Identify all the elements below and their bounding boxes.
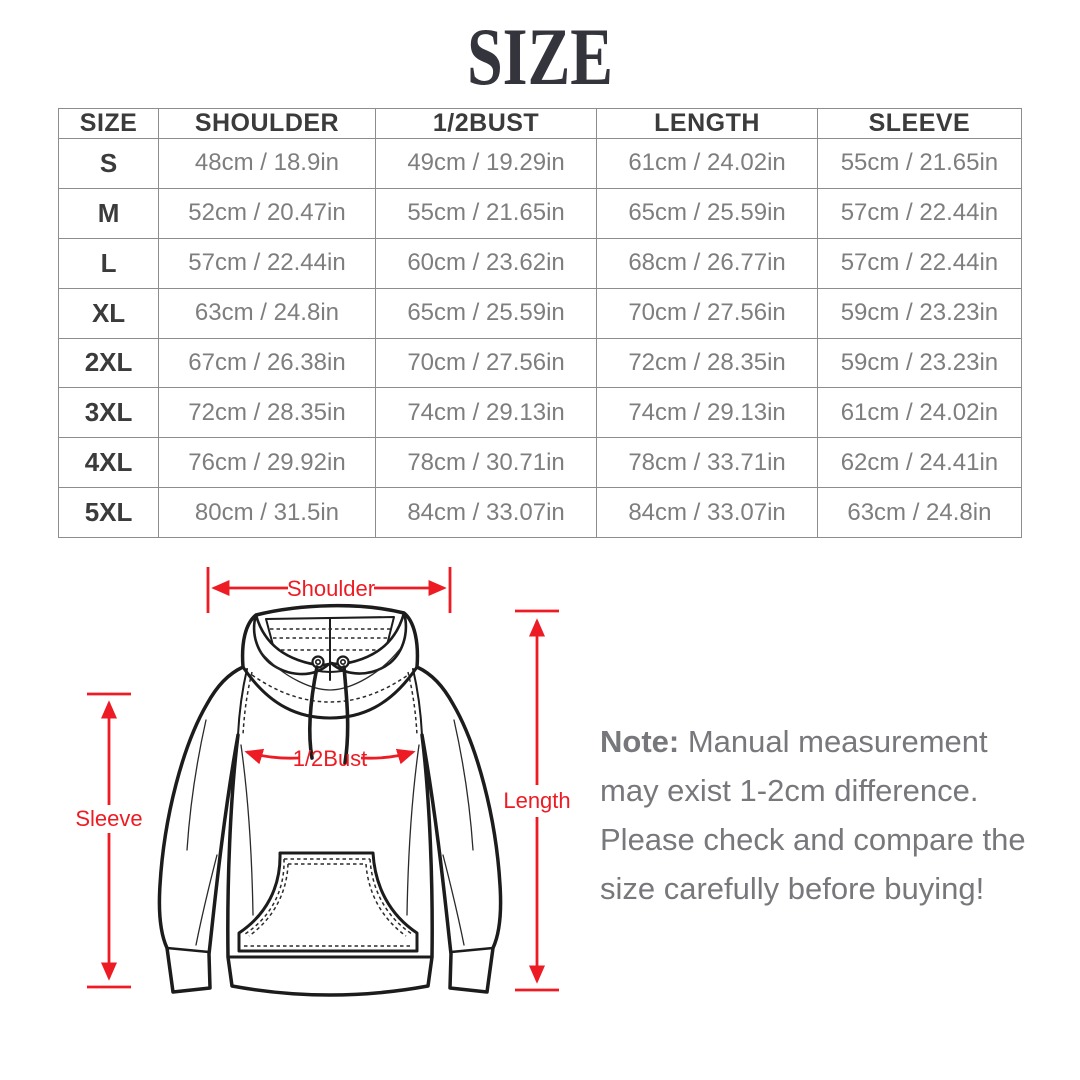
half_bust-cell: 84cm / 33.07in [375,488,596,538]
sleeve-cell: 57cm / 22.44in [817,238,1021,288]
note-prefix: Note: [600,724,680,759]
shoulder-label: Shoulder [286,576,376,601]
shoulder-cell: 63cm / 24.8in [159,288,376,338]
table-row [59,338,1022,388]
length-cell: 65cm / 25.59in [597,188,818,238]
page-title: SIZE [467,11,613,102]
table-row [59,438,1022,488]
size-cell: 4XL [59,438,159,488]
length-cell: 84cm / 33.07in [597,488,818,538]
table-row [59,188,1022,238]
half_bust-cell: 60cm / 23.62in [375,238,596,288]
length-cell: 68cm / 26.77in [597,238,818,288]
size-cell: L [59,238,159,288]
length-label: Length [503,788,571,813]
table-row [59,238,1022,288]
note-text: Manual measurement may exist 1-2cm difference. Please check and compare the size carefully before buying! [600,724,1026,906]
size-cell: XL [59,288,159,338]
size-table-body [59,139,1022,538]
shoulder-cell: 76cm / 29.92in [159,438,376,488]
column-header: 1/2BUST [375,109,596,139]
sleeve-annotation [75,694,142,987]
column-header: SHOULDER [159,109,376,139]
shoulder-cell: 67cm / 26.38in [159,338,376,388]
table-row [59,288,1022,338]
hoodie-sketch [159,606,500,995]
header-row [59,109,1022,139]
sleeve-cell: 55cm / 21.65in [817,139,1021,189]
hoodie-diagram [60,555,600,1020]
table-row [59,488,1022,538]
sleeve-cell: 63cm / 24.8in [817,488,1021,538]
table-row [59,388,1022,438]
size-cell: M [59,188,159,238]
size-cell: 2XL [59,338,159,388]
half_bust-cell: 70cm / 27.56in [375,338,596,388]
shoulder-cell: 52cm / 20.47in [159,188,376,238]
sleeve-cell: 62cm / 24.41in [817,438,1021,488]
sleeve-label: Sleeve [75,806,143,831]
column-header: LENGTH [597,109,818,139]
size-cell: 3XL [59,388,159,438]
shoulder-cell: 80cm / 31.5in [159,488,376,538]
length-cell: 72cm / 28.35in [597,338,818,388]
shoulder-cell: 48cm / 18.9in [159,139,376,189]
sleeve-cell: 59cm / 23.23in [817,288,1021,338]
sleeve-cell: 57cm / 22.44in [817,188,1021,238]
half_bust-cell: 49cm / 19.29in [375,139,596,189]
length-cell: 70cm / 27.56in [597,288,818,338]
length-cell: 74cm / 29.13in [597,388,818,438]
half-bust-label: 1/2Bust [292,746,368,771]
table-row [59,139,1022,189]
length-cell: 61cm / 24.02in [597,139,818,189]
half_bust-cell: 74cm / 29.13in [375,388,596,438]
length-cell: 78cm / 33.71in [597,438,818,488]
size-table [58,108,1022,538]
shoulder-cell: 72cm / 28.35in [159,388,376,438]
length-annotation [503,611,570,990]
shoulder-cell: 57cm / 22.44in [159,238,376,288]
size-cell: 5XL [59,488,159,538]
half_bust-cell: 78cm / 30.71in [375,438,596,488]
column-header: SIZE [59,109,159,139]
column-header: SLEEVE [817,109,1021,139]
sleeve-cell: 61cm / 24.02in [817,388,1021,438]
half_bust-cell: 55cm / 21.65in [375,188,596,238]
size-table-header [59,109,1022,139]
half_bust-cell: 65cm / 25.59in [375,288,596,338]
sleeve-cell: 59cm / 23.23in [817,338,1021,388]
measurement-note [600,718,1036,914]
size-cell: S [59,139,159,189]
